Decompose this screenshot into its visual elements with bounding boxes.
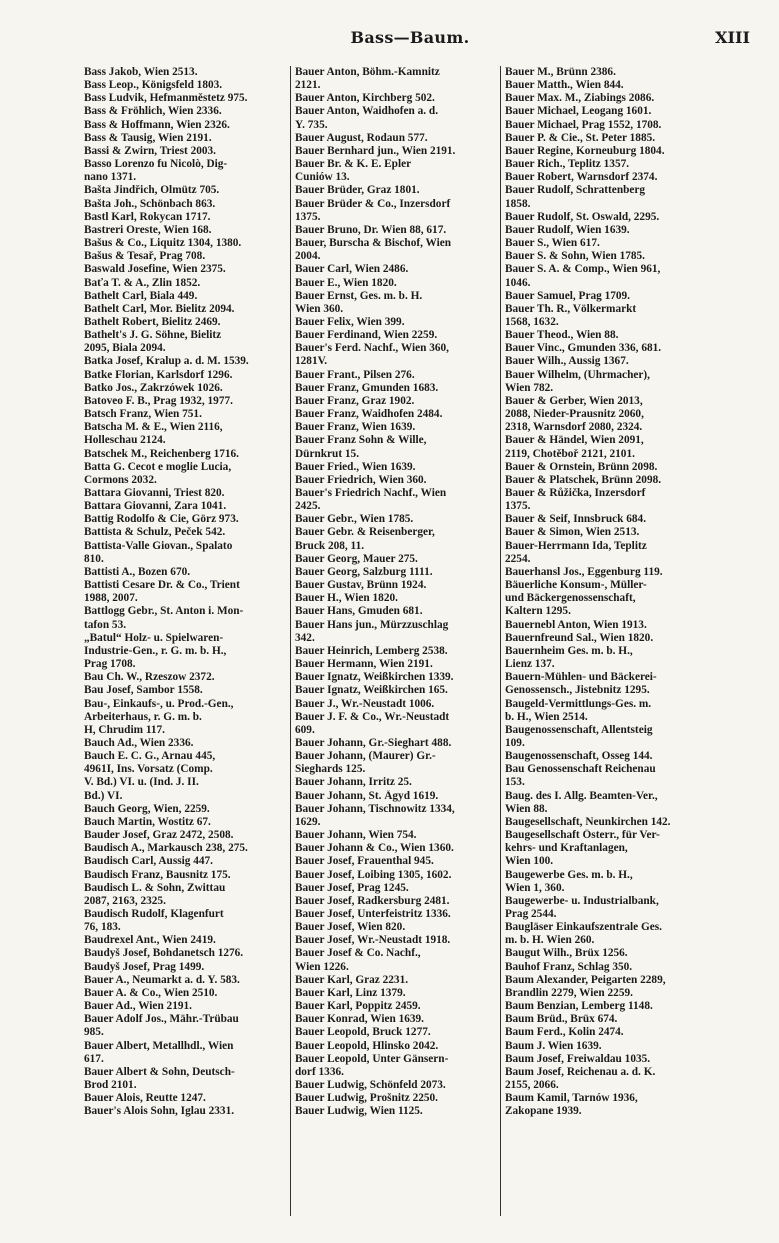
directory-entry-line: 810. — [84, 552, 104, 565]
directory-entry-line: Cormons 2032. — [84, 473, 157, 486]
directory-entry-line: Bauer Georg, Salzburg 1111. — [295, 565, 433, 578]
directory-entry-line: Battlogg Gebr., St. Anton i. Mon- — [84, 605, 244, 618]
directory-entry-line: 617. — [84, 1052, 104, 1065]
directory-entry-line: Bauer Fried., Wien 1639. — [295, 460, 416, 473]
directory-entry-line: Bauer Josef, Prag 1245. — [295, 881, 409, 894]
directory-entry-line: Batoveo F. B., Prag 1932, 1977. — [84, 394, 233, 407]
directory-entry-line: Sieghards 125. — [295, 763, 366, 776]
directory-entry-line: Bau Ch. W., Rzeszow 2372. — [84, 671, 215, 684]
directory-entry-line: Batko Jos., Zakrzówek 1026. — [84, 381, 223, 394]
directory-entry-line: Bauer H., Wien 1820. — [295, 592, 398, 605]
directory-entry-line: Baudisch Franz, Bausnitz 175. — [84, 868, 231, 881]
directory-entry-line: Bauer Franz, Wien 1639. — [295, 421, 416, 434]
directory-entry-line: Bauer Franz, Waidhofen 2484. — [295, 408, 443, 421]
directory-entry-line: Bauer Friedrich, Wien 360. — [295, 473, 427, 486]
directory-entry-line: Bauer Franz Sohn & Wille, — [295, 434, 427, 447]
directory-entry-line: Bauer Brüder & Co., Inzersdorf — [295, 197, 451, 210]
directory-entry-line: Bauer Max. M., Ziabings 2086. — [505, 92, 655, 105]
directory-entry-line: Bauder Josef, Graz 2472, 2508. — [84, 829, 234, 842]
directory-entry-line: Bathelt Carl, Mor. Bielitz 2094. — [84, 302, 235, 315]
directory-entry-line: Bauer Bruno, Dr. Wien 88, 617. — [295, 223, 447, 236]
directory-entry-line: Bauer Robert, Warnsdorf 2374. — [505, 171, 658, 184]
directory-entry-line: Bauer Konrad, Wien 1639. — [295, 1013, 424, 1026]
directory-entry-line: Baudisch A., Markausch 238, 275. — [84, 842, 248, 855]
directory-entry-line: Bauer A., Neumarkt a. d. Y. 583. — [84, 973, 240, 986]
directory-entry-line: Bauer Vinc., Gmunden 336, 681. — [505, 342, 662, 355]
directory-entry-line: Bauer & Händel, Wien 2091, — [505, 434, 644, 447]
directory-entry-line: Bauer-Herrmann Ida, Teplitz — [505, 539, 647, 552]
directory-entry-line: Bauer's Alois Sohn, Iglau 2331. — [84, 1105, 235, 1118]
directory-entry-line: Baum Ferd., Kolin 2474. — [505, 1026, 624, 1039]
directory-entry-line: nano 1371. — [84, 171, 137, 184]
directory-entry-line: Baugesellschaft Österr., für Ver- — [505, 829, 660, 842]
directory-entry-line: 153. — [505, 776, 525, 789]
directory-entry-line: Bauer Michael, Prag 1552, 1708. — [505, 118, 662, 131]
directory-entry-line: tafon 53. — [84, 618, 127, 631]
directory-entry-line: Bass & Tausig, Wien 2191. — [84, 131, 212, 144]
directory-entry-line: Bauer Ferdinand, Wien 2259. — [295, 329, 438, 342]
directory-entry-line: Bauer Samuel, Prag 1709. — [505, 289, 630, 302]
directory-entry-line: Bašus & Co., Liquitz 1304, 1380. — [84, 237, 242, 250]
directory-entry-line: Dürnkrut 15. — [295, 447, 360, 460]
directory-entry-line: Batschek M., Reichenberg 1716. — [84, 447, 240, 460]
directory-entry-line: Bauer Johann, Gr.-Sieghart 488. — [295, 736, 452, 749]
directory-entry-line: Bass Jakob, Wien 2513. — [84, 66, 198, 78]
directory-entry-line: Y. 735. — [295, 118, 328, 131]
directory-entry-line: 2121. — [295, 79, 321, 92]
directory-entry-line: 1046. — [505, 276, 531, 289]
directory-entry-line: Bauernebl Anton, Wien 1913. — [505, 618, 647, 631]
directory-entry-line: Bauer Regine, Korneuburg 1804. — [505, 144, 665, 157]
directory-entry-line: Baum Josef, Reichenau a. d. K. — [505, 1065, 656, 1078]
directory-entry-line: Bauer Ernst, Ges. m. b. H. — [295, 289, 423, 302]
directory-entry-line: Bauer Ludwig, Schönfeld 2073. — [295, 1079, 446, 1092]
directory-entry-line: Bathelt Carl, Biala 449. — [84, 289, 198, 302]
directory-entry-line: 1988, 2007. — [84, 592, 138, 605]
directory-entry-line: Bašta Joh., Schönbach 863. — [84, 197, 216, 210]
directory-entry-line: Bauer & Gerber, Wien 2013, — [505, 394, 643, 407]
directory-entry-line: Bassi & Zwirn, Triest 2003. — [84, 144, 217, 157]
directory-entry-line: Bass Leop., Königsfeld 1803. — [84, 79, 223, 92]
directory-entry-line: Bastreri Oreste, Wien 168. — [84, 223, 212, 236]
directory-entry-line: 1629. — [295, 815, 321, 828]
directory-entry-line: Bauer Wilh., Aussig 1367. — [505, 355, 629, 368]
directory-entry-line: Bauer Rudolf, St. Oswald, 2295. — [505, 210, 660, 223]
directory-entry-line: Bauer Karl, Linz 1379. — [295, 986, 406, 999]
directory-entry-line: Baugesellschaft, Neunkirchen 142. — [505, 815, 671, 828]
directory-entry-line: Bau-, Einkaufs-, u. Prod.-Gen., — [84, 697, 234, 710]
directory-entry-line: Bauer Karl, Graz 2231. — [295, 973, 409, 986]
directory-entry-line: 2119, Chotěboř 2121, 2101. — [505, 447, 635, 460]
directory-entry-line: Bauch Martin, Wostitz 67. — [84, 815, 211, 828]
directory-entry-line: Bathelt Robert, Bielitz 2469. — [84, 315, 221, 328]
directory-entry-line: Wien 1, 360. — [505, 881, 565, 894]
directory-entry-line: Bauer Georg, Mauer 275. — [295, 552, 418, 565]
directory-entry-line: Bauer Carl, Wien 2486. — [295, 263, 409, 276]
directory-entry-line: Bauer Johann & Co., Wien 1360. — [295, 842, 454, 855]
directory-entry-line: Bauer J. F. & Co., Wr.-Neustadt — [295, 710, 450, 723]
directory-entry-line: Cuniów 13. — [295, 171, 350, 184]
directory-entry-line: Bauer Leopold, Hlinsko 2042. — [295, 1039, 439, 1052]
directory-entry-line: Baudyš Josef, Prag 1499. — [84, 960, 205, 973]
directory-entry-line: Bauer, Burscha & Bischof, Wien — [295, 237, 452, 250]
directory-entry-line: Baudrexel Ant., Wien 2419. — [84, 934, 216, 947]
directory-entry-line: Bauer Alois, Reutte 1247. — [84, 1092, 206, 1105]
directory-entry-line: Bauernfreund Sal., Wien 1820. — [505, 631, 654, 644]
directory-columns — [80, 66, 710, 1216]
directory-entry-line: Bauer S. A. & Comp., Wien 961, — [505, 263, 661, 276]
directory-entry-line: Battisti A., Bozen 670. — [84, 565, 191, 578]
directory-entry-line: Bauer August, Rodaun 577. — [295, 131, 428, 144]
directory-entry-line: Zakopane 1939. — [505, 1105, 582, 1118]
directory-entry-line: Bauern-Mühlen- und Bäckerei- — [505, 671, 657, 684]
directory-entry-line: 1568, 1632. — [505, 315, 559, 328]
directory-entry-line: Bauer Felix, Wien 399. — [295, 315, 405, 328]
directory-entry-line: Wien 782. — [505, 381, 554, 394]
directory-entry-line: 342. — [295, 631, 315, 644]
directory-entry-line: Battisti Cesare Dr. & Co., Trient — [84, 579, 240, 592]
directory-entry-line: Bäuerliche Konsum-, Müller- — [505, 579, 647, 592]
directory-entry-line: Baugeld-Vermittlungs-Ges. m. — [505, 697, 652, 710]
directory-entry-line: Bauer Albert & Sohn, Deutsch- — [84, 1065, 235, 1078]
directory-entry-line: 2088, Nieder-Prausnitz 2060, — [505, 408, 644, 421]
directory-entry-line: Bauer Johann, Tischnowitz 1334, — [295, 802, 455, 815]
directory-entry-line: Bauch Ad., Wien 2336. — [84, 736, 194, 749]
directory-entry-line: Baugläser Einkaufszentrale Ges. — [505, 921, 663, 934]
directory-entry-line: Bauer Brüder, Graz 1801. — [295, 184, 420, 197]
directory-entry-line: V. Bd.) VI. u. (Ind. J. II. — [84, 776, 199, 789]
directory-column-1 — [80, 66, 290, 1216]
directory-entry-line: Bauer Albert, Metallhdl., Wien — [84, 1039, 234, 1052]
directory-entry-line: 2004. — [295, 250, 321, 263]
directory-entry-line: Bauer Anton, Kirchberg 502. — [295, 92, 435, 105]
directory-entry-line: Bauer Rudolf, Schrattenberg — [505, 184, 646, 197]
directory-entry-line: Bauer Josef, Wien 820. — [295, 921, 406, 934]
directory-entry-line: Bauer Ludwig, Prošnitz 2250. — [295, 1092, 439, 1105]
directory-entry-line: Bauhof Franz, Schlag 350. — [505, 960, 633, 973]
directory-entry-line: Bauer Heinrich, Lemberg 2538. — [295, 644, 448, 657]
directory-entry-line: Bauer Br. & K. E. Epler — [295, 158, 412, 171]
directory-entry-line: Bauer Ludwig, Wien 1125. — [295, 1105, 423, 1118]
directory-entry-line: Bauer Leopold, Unter Gänsern- — [295, 1052, 449, 1065]
directory-column-2 — [290, 66, 500, 1216]
page-number: XIII — [715, 28, 750, 47]
directory-entry-line: Bauer E., Wien 1820. — [295, 276, 397, 289]
directory-entry-line: Bauer Theod., Wien 88. — [505, 329, 619, 342]
directory-entry-line: Bauer Matth., Wien 844. — [505, 79, 624, 92]
directory-entry-line: Bauerhansl Jos., Eggenburg 119. — [505, 565, 663, 578]
directory-entry-line: Bauer Josef, Radkersburg 2481. — [295, 894, 450, 907]
directory-entry-line: Bauer Bernhard jun., Wien 2191. — [295, 144, 456, 157]
directory-entry-line: 609. — [295, 723, 315, 736]
directory-entry-line: dorf 1336. — [295, 1065, 344, 1078]
directory-entry-line: Bauer Johann, (Maurer) Gr.- — [295, 750, 436, 763]
directory-entry-line: Bauer Ignatz, Weißkirchen 1339. — [295, 671, 454, 684]
directory-entry-line: Bauer Gebr., Wien 1785. — [295, 513, 414, 526]
directory-entry-line: Bauer S. & Sohn, Wien 1785. — [505, 250, 645, 263]
directory-entry-line: Bau Genossenschaft Reichenau — [505, 763, 656, 776]
directory-entry-line: Baťa T. & A., Zlin 1852. — [84, 276, 201, 289]
directory-entry-line: 2087, 2163, 2325. — [84, 894, 166, 907]
directory-entry-line: 1375. — [295, 210, 321, 223]
directory-entry-line: Kaltern 1295. — [505, 605, 571, 618]
directory-entry-line: Bauer M., Brünn 2386. — [505, 66, 616, 78]
directory-entry-line: 1281V. — [295, 355, 328, 368]
directory-entry-line: Brandlin 2279, Wien 2259. — [505, 986, 633, 999]
directory-entry-line: Baum Brüd., Brüx 674. — [505, 1013, 618, 1026]
directory-entry-line: Baudisch L. & Sohn, Zwittau — [84, 881, 226, 894]
directory-entry-line: Baudyš Josef, Bohdanetsch 1276. — [84, 947, 244, 960]
directory-entry-line: 985. — [84, 1026, 104, 1039]
directory-entry-line: Bauer Josef, Loibing 1305, 1602. — [295, 868, 452, 881]
directory-entry-line: Basso Lorenzo fu Nicolò, Dig- — [84, 158, 228, 171]
directory-entry-line: Bauer & Simon, Wien 2513. — [505, 526, 640, 539]
directory-entry-line: H, Chrudim 117. — [84, 723, 165, 736]
directory-entry-line: Bauer Michael, Leogang 1601. — [505, 105, 652, 118]
directory-entry-line: Baum Alexander, Peigarten 2289, — [505, 973, 666, 986]
directory-entry-line: Battista & Schulz, Peček 542. — [84, 526, 226, 539]
directory-entry-line: Bauer Wilhelm, (Uhrmacher), — [505, 368, 650, 381]
page-title: Bass—Baum. — [350, 28, 470, 47]
directory-entry-line: Bauer Franz, Gmunden 1683. — [295, 381, 439, 394]
directory-entry-line: Bauer Frant., Pilsen 276. — [295, 368, 415, 381]
directory-entry-line: Bauer & Ornstein, Brünn 2098. — [505, 460, 658, 473]
directory-entry-line: Bd.) VI. — [84, 789, 123, 802]
directory-entry-line: 4961I, Ins. Vorsatz (Comp. — [84, 763, 213, 776]
directory-entry-line: Bauch Georg, Wien, 2259. — [84, 802, 210, 815]
directory-entry-line: Bauer Adolf Jos., Mähr.-Trübau — [84, 1013, 239, 1026]
directory-entry-line: Baugenossenschaft, Allentsteig — [505, 723, 653, 736]
directory-entry-line: 2425. — [295, 500, 321, 513]
directory-entry-line: Bass & Fröhlich, Wien 2336. — [84, 105, 222, 118]
directory-entry-line: kehrs- und Kraftanlagen, — [505, 842, 628, 855]
directory-entry-line: Battara Giovanni, Triest 820. — [84, 487, 225, 499]
directory-entry-line: b. H., Wien 2514. — [505, 710, 588, 723]
directory-entry-line: Batta G. Cecot e moglie Lucia, — [84, 460, 232, 473]
directory-entry-line: Bauer Anton, Böhm.-Kamnitz — [295, 66, 440, 78]
directory-entry-line: 1375. — [505, 500, 531, 513]
directory-entry-line: Baudisch Rudolf, Klagenfurt — [84, 908, 224, 920]
page-header — [0, 28, 779, 50]
directory-entry-line: 2155, 2066. — [505, 1079, 559, 1092]
directory-entry-line: Bruck 208, 11. — [295, 539, 365, 552]
directory-entry-line: Baugewerbe- u. Industrialbank, — [505, 894, 659, 907]
directory-entry-line: Bauer J., Wr.-Neustadt 1006. — [295, 697, 435, 710]
directory-entry-line: Bastl Karl, Rokycan 1717. — [84, 210, 211, 223]
directory-entry-line: Batka Josef, Kralup a. d. M. 1539. — [84, 355, 249, 368]
directory-entry-line: und Bäckergenossenschaft, — [505, 592, 636, 605]
directory-entry-line: Bašus & Tesař, Prag 708. — [84, 250, 206, 263]
directory-entry-line: Bauer Karl, Poppitz 2459. — [295, 1000, 421, 1013]
directory-entry-line: „Batul“ Holz- u. Spielwaren- — [84, 631, 224, 644]
directory-entry-line: Bauer Hans jun., Mürzzuschlag — [295, 618, 449, 631]
directory-entry-line: Baugewerbe Ges. m. b. H., — [505, 868, 633, 881]
directory-entry-line: Bauer Rich., Teplitz 1357. — [505, 158, 630, 171]
directory-entry-line: Lienz 137. — [505, 658, 555, 671]
directory-entry-line: Prag 1708. — [84, 658, 136, 671]
directory-entry-line: Bauer Anton, Waidhofen a. d. — [295, 105, 439, 118]
directory-entry-line: Bauer Franz, Graz 1902. — [295, 394, 415, 407]
directory-entry-line: Industrie-Gen., r. G. m. b. H., — [84, 644, 227, 657]
directory-entry-line: m. b. H. Wien 260. — [505, 934, 595, 947]
directory-entry-line: Baswald Josefine, Wien 2375. — [84, 263, 226, 276]
directory-entry-line: Bauer Johann, Wien 754. — [295, 829, 417, 842]
directory-entry-line: Bauer Josef, Unterfeistritz 1336. — [295, 908, 451, 920]
directory-entry-line: Batscha M. & E., Wien 2116, — [84, 421, 223, 434]
directory-entry-line: Bauer Hans, Gmuden 681. — [295, 605, 423, 618]
directory-entry-line: Bauer & Seif, Innsbruck 684. — [505, 513, 647, 526]
directory-entry-line: Bauer P. & Cie., St. Peter 1885. — [505, 131, 656, 144]
directory-entry-line: Baum Benzian, Lemberg 1148. — [505, 1000, 653, 1013]
directory-entry-line: Bauer Johann, Irritz 25. — [295, 776, 412, 789]
directory-entry-line: Prag 2544. — [505, 908, 557, 920]
directory-entry-line: Baum Josef, Freiwaldau 1035. — [505, 1052, 651, 1065]
directory-entry-line: Bauer Hermann, Wien 2191. — [295, 658, 433, 671]
directory-entry-line: Wien 360. — [295, 302, 344, 315]
directory-entry-line: Brod 2101. — [84, 1079, 137, 1092]
directory-entry-line: Wien 88. — [505, 802, 548, 815]
directory-entry-line: Bauer Gebr. & Reisenberger, — [295, 526, 435, 539]
directory-entry-line: Genossensch., Jistebnitz 1295. — [505, 684, 650, 697]
directory-entry-line: Baugut Wilh., Brüx 1256. — [505, 947, 628, 960]
directory-entry-line: 2254. — [505, 552, 531, 565]
directory-entry-line: Batsch Franz, Wien 751. — [84, 408, 202, 421]
directory-entry-line: Baug. des I. Allg. Beamten-Ver., — [505, 789, 658, 802]
directory-entry-line: 2318, Warnsdorf 2080, 2324. — [505, 421, 643, 434]
directory-entry-line: Bauer Josef, Frauenthal 945. — [295, 855, 434, 868]
directory-entry-line: Holleschau 2124. — [84, 434, 166, 447]
directory-entry-line: Bauer Gustav, Brünn 1924. — [295, 579, 427, 592]
directory-entry-line: Bauer A. & Co., Wien 2510. — [84, 986, 218, 999]
directory-entry-line: Bauer's Ferd. Nachf., Wien 360, — [295, 342, 449, 355]
directory-entry-line: Baum Kamil, Tarnów 1936, — [505, 1092, 638, 1105]
directory-entry-line: Batke Florian, Karlsdorf 1296. — [84, 368, 233, 381]
directory-entry-line: Bauer Johann, St. Ägyd 1619. — [295, 789, 439, 802]
directory-entry-line: Bauer Josef, Wr.-Neustadt 1918. — [295, 934, 451, 947]
directory-entry-line: Bauer Rudolf, Wien 1639. — [505, 223, 630, 236]
directory-entry-line: Wien 100. — [505, 855, 554, 868]
directory-entry-line: Baum J. Wien 1639. — [505, 1039, 602, 1052]
directory-entry-line: Bauch E. C. G., Arnau 445, — [84, 750, 216, 763]
directory-entry-line: Battara Giovanni, Zara 1041. — [84, 500, 227, 513]
directory-column-3 — [500, 66, 710, 1216]
directory-entry-line: Bauer Ignatz, Weißkirchen 165. — [295, 684, 448, 697]
directory-entry-line: Bauer Josef & Co. Nachf., — [295, 947, 421, 960]
directory-entry-line: Wien 1226. — [295, 960, 349, 973]
directory-entry-line: 76, 183. — [84, 921, 121, 934]
directory-entry-line: Battig Rodolfo & Cie, Görz 973. — [84, 513, 239, 526]
directory-entry-line: Bauer S., Wien 617. — [505, 237, 600, 250]
directory-entry-line: Bauernheim Ges. m. b. H., — [505, 644, 633, 657]
directory-entry-line: Bass Ludvik, Hefmanměstetz 975. — [84, 92, 248, 105]
directory-entry-line: Bauer & Platschek, Brünn 2098. — [505, 473, 662, 486]
directory-entry-line: Bauer Th. R., Völkermarkt — [505, 302, 637, 315]
directory-entry-line: Bathelt's J. G. Söhne, Bielitz — [84, 329, 222, 342]
directory-entry-line: 109. — [505, 736, 525, 749]
directory-entry-line: Bauer Ad., Wien 2191. — [84, 1000, 192, 1013]
directory-entry-line: Battista-Valle Giovan., Spalato — [84, 539, 233, 552]
directory-entry-line: Baudisch Carl, Aussig 447. — [84, 855, 214, 868]
directory-entry-line: 1858. — [505, 197, 531, 210]
directory-entry-line: Arbeiterhaus, r. G. m. b. — [84, 710, 202, 723]
directory-entry-line: Bašta Jindřich, Olmütz 705. — [84, 184, 220, 197]
directory-entry-line: Bau Josef, Sambor 1558. — [84, 684, 203, 697]
directory-entry-line: Bauer's Friedrich Nachf., Wien — [295, 487, 447, 499]
directory-entry-line: Baugenossenschaft, Osseg 144. — [505, 750, 653, 763]
directory-entry-line: Bauer Leopold, Bruck 1277. — [295, 1026, 431, 1039]
directory-entry-line: Bass & Hoffmann, Wien 2326. — [84, 118, 230, 131]
directory-entry-line: 2095, Biala 2094. — [84, 342, 166, 355]
directory-entry-line: Bauer & Růžička, Inzersdorf — [505, 487, 646, 499]
